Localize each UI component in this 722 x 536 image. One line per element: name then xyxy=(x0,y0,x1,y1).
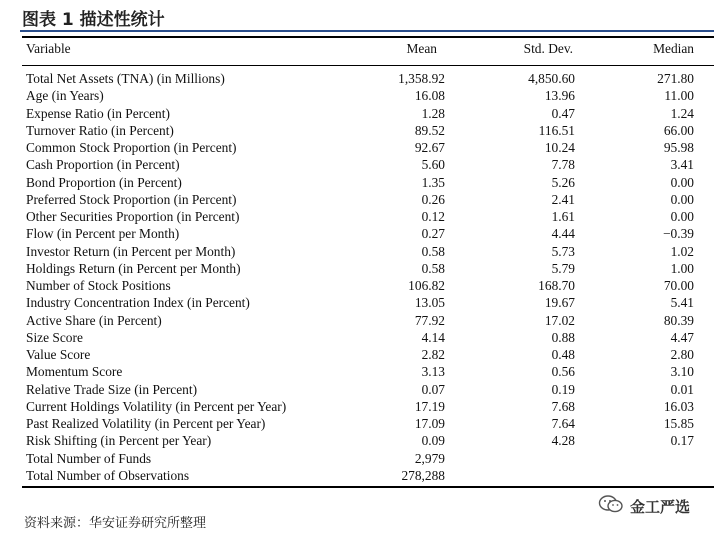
cell-std-dev: 0.88 xyxy=(551,329,575,345)
table-row xyxy=(0,312,722,329)
cell-std-dev: 0.19 xyxy=(551,381,575,397)
cell-std-dev: 5.73 xyxy=(551,243,575,259)
table-header-rule xyxy=(22,65,714,66)
table-row xyxy=(0,70,722,87)
cell-std-dev: 4,850.60 xyxy=(528,71,575,86)
cell-mean: 4.14 xyxy=(421,329,445,345)
cell-mean: 2.82 xyxy=(421,347,445,362)
cell-variable: Number of Stock Positions xyxy=(26,278,171,293)
cell-mean: 1,358.92 xyxy=(398,71,445,86)
cell-variable: Flow (in Percent per Month) xyxy=(26,226,180,242)
cell-variable: Value Score xyxy=(26,347,91,362)
table-top-rule xyxy=(22,36,714,38)
cell-variable: Preferred Stock Proportion (in Percent) xyxy=(26,191,237,207)
cell-variable: Age (in Years) xyxy=(26,88,104,104)
cell-variable: Risk Shifting (in Percent per Year) xyxy=(26,433,212,449)
table-row xyxy=(0,467,722,484)
table-row xyxy=(0,87,722,104)
cell-mean: 1.35 xyxy=(421,174,445,190)
header-median: Median xyxy=(653,41,694,56)
cell-median: 0.01 xyxy=(670,381,694,397)
table-row xyxy=(0,105,722,122)
cell-mean: 0.07 xyxy=(421,381,445,397)
cell-variable: Active Share (in Percent) xyxy=(26,312,162,328)
cell-std-dev: 0.47 xyxy=(551,105,575,121)
cell-median: 2.80 xyxy=(670,347,694,362)
cell-median: 1.00 xyxy=(670,260,694,276)
cell-mean: 0.09 xyxy=(421,433,445,449)
table-row xyxy=(0,363,722,380)
cell-variable: Current Holdings Volatility (in Percent per Year) xyxy=(26,398,287,414)
header-std-dev: Std. Dev. xyxy=(523,41,573,56)
cell-median: 271.80 xyxy=(657,71,694,86)
table-row xyxy=(0,260,722,277)
cell-mean: 106.82 xyxy=(408,278,445,293)
cell-median: −0.39 xyxy=(663,226,694,242)
cell-median: 1.02 xyxy=(670,243,694,259)
cell-std-dev: 0.48 xyxy=(551,347,575,362)
wechat-icon xyxy=(598,494,624,519)
table-row xyxy=(0,122,722,139)
table-row xyxy=(0,329,722,346)
cell-mean: 16.08 xyxy=(414,88,445,104)
source-note: 资料来源：华安证券研究所整理 xyxy=(24,516,207,531)
table-row xyxy=(0,243,722,260)
cell-variable: Turnover Ratio (in Percent) xyxy=(26,122,174,138)
table-header-row xyxy=(0,40,722,57)
table-row xyxy=(0,139,722,156)
cell-std-dev: 7.78 xyxy=(551,157,575,173)
cell-variable: Expense Ratio (in Percent) xyxy=(26,105,170,121)
cell-variable: Total Number of Funds xyxy=(26,450,152,466)
cell-median: 0.00 xyxy=(670,209,694,224)
cell-std-dev: 17.02 xyxy=(544,312,575,328)
cell-mean: 0.26 xyxy=(421,191,445,207)
cell-variable: Bond Proportion (in Percent) xyxy=(26,174,182,190)
cell-mean: 0.58 xyxy=(421,260,445,276)
table-row xyxy=(0,225,722,242)
brand-name: 金工严选 xyxy=(630,497,691,516)
cell-variable: Size Score xyxy=(26,329,83,345)
cell-median: 4.47 xyxy=(670,329,694,345)
table-row xyxy=(0,381,722,398)
cell-mean: 278,288 xyxy=(401,467,445,483)
cell-mean: 77.92 xyxy=(414,312,445,328)
cell-mean: 0.58 xyxy=(421,243,445,259)
table-row xyxy=(0,450,722,467)
table-row xyxy=(0,432,722,449)
cell-median: 11.00 xyxy=(664,88,694,104)
cell-mean: 92.67 xyxy=(414,140,445,155)
cell-mean: 2,979 xyxy=(414,450,445,466)
cell-median: 0.17 xyxy=(670,433,694,449)
cell-std-dev: 5.79 xyxy=(551,260,575,276)
cell-std-dev: 7.68 xyxy=(551,398,575,414)
title-divider xyxy=(20,30,714,32)
cell-variable: Total Number of Observations xyxy=(26,467,190,483)
cell-variable: Other Securities Proportion (in Percent) xyxy=(26,209,240,224)
cell-variable: Momentum Score xyxy=(26,364,123,380)
figure-title: 图表 1 描述性统计 xyxy=(22,10,165,30)
cell-std-dev: 168.70 xyxy=(538,278,575,293)
cell-variable: Common Stock Proportion (in Percent) xyxy=(26,140,237,155)
cell-std-dev: 10.24 xyxy=(544,140,575,155)
cell-variable: Holdings Return (in Percent per Month) xyxy=(26,260,241,276)
brand-watermark xyxy=(598,494,690,518)
cell-median: 1.24 xyxy=(670,105,694,121)
cell-std-dev: 7.64 xyxy=(551,416,575,431)
cell-mean: 1.28 xyxy=(421,105,445,121)
cell-std-dev: 0.56 xyxy=(551,364,575,380)
cell-variable: Industry Concentration Index (in Percent) xyxy=(26,295,250,311)
cell-std-dev: 19.67 xyxy=(544,295,575,311)
cell-mean: 0.12 xyxy=(421,209,445,224)
cell-std-dev: 5.26 xyxy=(551,174,575,190)
cell-variable: Total Net Assets (TNA) (in Millions) xyxy=(26,71,225,86)
cell-median: 16.03 xyxy=(663,398,694,414)
cell-std-dev: 4.28 xyxy=(551,433,575,449)
table-row xyxy=(0,415,722,432)
cell-variable: Past Realized Volatility (in Percent per Year) xyxy=(26,416,266,431)
header-variable: Variable xyxy=(26,41,71,56)
table-row xyxy=(0,398,722,415)
table-row xyxy=(0,294,722,311)
cell-median: 0.00 xyxy=(670,191,694,207)
cell-std-dev: 13.96 xyxy=(544,88,575,104)
cell-variable: Relative Trade Size (in Percent) xyxy=(26,381,198,397)
header-mean: Mean xyxy=(406,41,437,56)
table-row xyxy=(0,174,722,191)
cell-std-dev: 2.41 xyxy=(551,191,575,207)
cell-variable: Cash Proportion (in Percent) xyxy=(26,157,180,173)
cell-mean: 13.05 xyxy=(414,295,445,311)
cell-mean: 3.13 xyxy=(421,364,445,380)
cell-median: 5.41 xyxy=(670,295,694,311)
cell-std-dev: 4.44 xyxy=(551,226,575,242)
cell-median: 3.41 xyxy=(670,157,694,173)
cell-mean: 17.19 xyxy=(414,398,445,414)
cell-std-dev: 1.61 xyxy=(551,209,575,224)
table-row xyxy=(0,156,722,173)
cell-mean: 89.52 xyxy=(414,122,445,138)
table-row xyxy=(0,191,722,208)
cell-std-dev: 116.51 xyxy=(538,122,575,138)
cell-median: 66.00 xyxy=(663,122,694,138)
table-bottom-rule xyxy=(22,486,714,488)
cell-variable: Investor Return (in Percent per Month) xyxy=(26,243,236,259)
cell-mean: 0.27 xyxy=(421,226,445,242)
cell-median: 80.39 xyxy=(663,312,694,328)
cell-mean: 17.09 xyxy=(414,416,445,431)
cell-median: 0.00 xyxy=(670,174,694,190)
cell-median: 70.00 xyxy=(663,278,694,293)
cell-mean: 5.60 xyxy=(421,157,445,173)
table-row xyxy=(0,346,722,363)
cell-median: 95.98 xyxy=(663,140,694,155)
table-row xyxy=(0,208,722,225)
table-row xyxy=(0,277,722,294)
cell-median: 3.10 xyxy=(670,364,694,380)
cell-median: 15.85 xyxy=(663,416,694,431)
